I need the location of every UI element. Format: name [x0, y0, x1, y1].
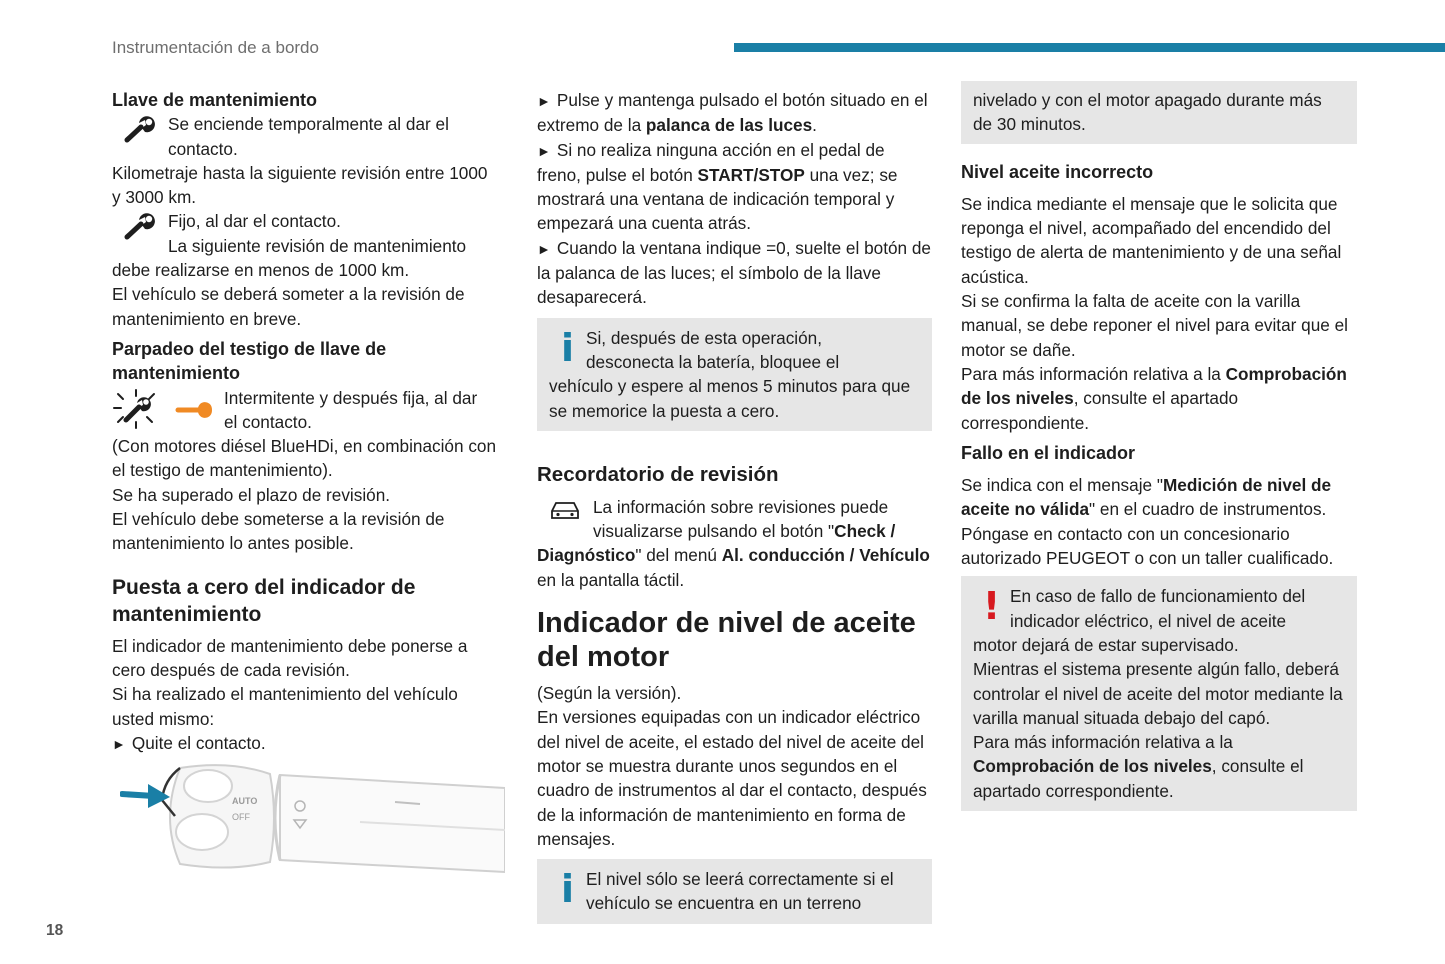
orange-wrench-icon	[174, 394, 214, 424]
parpadeo-heading: Parpadeo del testigo de llave de mantenimiento	[112, 338, 387, 384]
llave-row-2	[112, 209, 497, 258]
parpadeo-text-4: El vehículo debe someterse a la revisión de mantenimiento lo antes posible.	[112, 509, 445, 554]
parpadeo-text-1b: el contacto.	[224, 411, 312, 432]
puesta-text-2: Si ha realizado el mantenimiento del vehículo usted mismo:	[112, 684, 458, 729]
rec-line-c	[537, 543, 932, 592]
parpadeo-text-2: (Con motores diésel BlueHDi, en combinación con el testigo de mantenimiento).	[112, 436, 497, 481]
step-2-post: una vez; se mostrará una ventana de indicación temporal y empezará una cuenta atrás.	[537, 164, 898, 234]
rec-line-a: La información sobre revisiones puede	[593, 496, 889, 517]
llave-text-3b: La siguiente revisión de mantenimiento	[168, 235, 467, 256]
llave-text-2: Kilometraje hasta la siguiente revisión entre 1000 y 3000 km.	[112, 162, 488, 208]
step-3-text: Cuando la ventana indique =0, suelte el botón de la palanca de las luces; el símbolo de la llave desaparecerá.	[537, 237, 931, 308]
note2-line-b: vehículo se encuentra en un terreno	[586, 893, 862, 914]
stalk-label-auto: AUTO	[232, 796, 258, 806]
inc-text-3	[961, 362, 1357, 435]
inc-text-3-bold: Comprobación de los niveles	[961, 363, 1347, 409]
puesta-heading: Puesta a cero del indicador de mantenimiento	[112, 575, 416, 626]
llave-text-1b: contacto.	[168, 138, 238, 159]
fallo-text-1-post: " en el cuadro de instrumentos. Póngase en contacto con un concesionario autorizado PEUGEOT o con un taller cualificado.	[961, 499, 1334, 569]
llave-text-5: El vehículo se deberá someter a la revisión de mantenimiento en breve.	[112, 284, 465, 329]
warn-text-3-bold: Comprobación de los niveles	[973, 756, 1212, 777]
light-stalk-illustration	[120, 760, 505, 890]
puesta-text-3-label: Quite el contacto.	[131, 732, 266, 753]
column-3	[961, 81, 1357, 811]
inc-text-1: Se indica mediante el mensaje que le solicita que reponga el nivel, acompañado del encendido del testigo de alerta de mantenimiento y de una señal acústica.	[961, 193, 1342, 287]
step-1-bold: palanca de las luces	[645, 115, 813, 136]
nivel-incorrecto-heading: Nivel aceite incorrecto	[961, 161, 1154, 182]
info-icon: i	[560, 325, 575, 370]
rec-line-c-bold1: Diagnóstico	[537, 545, 636, 566]
bullet-arrow-icon: ►	[537, 240, 551, 257]
fallo-text-1-bold: Medición de nivel de aceite no válida	[961, 475, 1332, 520]
llave-text-1a: Se enciende temporalmente al dar el	[168, 114, 449, 135]
warn-text-3-post: , consulte el apartado correspondiente.	[973, 756, 1304, 801]
fallo-text-1	[961, 473, 1357, 570]
column-1	[112, 88, 497, 756]
inc-text-3-post: , consulte el apartado correspondiente.	[961, 388, 1239, 433]
warn-line-b: indicador eléctrico, el nivel de aceite	[1010, 610, 1287, 631]
puesta-text-3	[112, 731, 497, 756]
warn-line-a: En caso de fallo de funcionamiento del	[1010, 586, 1306, 607]
bullet-arrow-icon: ►	[112, 735, 126, 752]
puesta-text-1: El indicador de mantenimiento debe ponerse a cero después de cada revisión.	[112, 635, 468, 680]
running-header: Instrumentación de a bordo	[112, 38, 319, 57]
note-continued-text: nivelado y con el motor apagado durante más de 30 minutos.	[973, 90, 1322, 135]
bullet-arrow-icon: ►	[537, 142, 551, 159]
warning-icon: !	[982, 584, 1001, 629]
recordatorio-heading: Recordatorio de revisión	[537, 462, 779, 486]
note2-line-a: El nivel sólo se leerá correctamente si el	[586, 869, 894, 890]
parpadeo-row	[112, 386, 497, 435]
info-note-level	[537, 859, 932, 924]
parpadeo-text-1a: Intermitente y después fija, al dar	[224, 387, 478, 408]
recordatorio-row	[537, 495, 932, 544]
rec-line-c-mid: " del menú	[635, 545, 722, 566]
step-1	[537, 88, 932, 138]
stalk-label-off: OFF	[232, 812, 250, 822]
page-number: 18	[46, 922, 64, 939]
oil-heading: Indicador de nivel de aceite del motor	[537, 607, 916, 674]
llave-row-1	[112, 112, 497, 161]
inc-text-2: Si se confirma la falta de aceite con la varilla manual, se debe reponer el nivel para evitar que el motor se dañe.	[961, 291, 1348, 360]
rec-line-c-bold2: Al. conducción / Vehículo	[721, 545, 930, 566]
bullet-arrow-icon: ►	[537, 93, 551, 109]
parpadeo-text-3: Se ha superado el plazo de revisión.	[112, 484, 391, 505]
note1-line-b: desconecta la batería, bloquee el	[586, 351, 840, 372]
parpadeo-icons	[112, 386, 224, 430]
rec-line-c-post: en la pantalla táctil.	[537, 569, 685, 590]
warning-note	[961, 576, 1357, 811]
step-3	[537, 236, 932, 310]
step-2-bold: START/STOP	[697, 164, 805, 185]
fallo-heading: Fallo en el indicador	[961, 442, 1136, 463]
note1-line-a: Si, después de esta operación,	[586, 327, 823, 348]
llave-text-3a: Fijo, al dar el contacto.	[168, 211, 341, 232]
warn-line-c: motor dejará de estar supervisado.	[973, 634, 1239, 655]
warn-text-3	[973, 730, 1345, 803]
info-note-reset	[537, 318, 932, 431]
column-2	[537, 88, 932, 924]
oil-text-2: En versiones equipadas con un indicador eléctrico del nivel de aceite, el estado del nivel de aceite del motor se muestra durante unos segundos en el cuadro de instrumentos al dar el contacto, después de la información de mantenimiento en forma de mensajes.	[537, 707, 927, 849]
rec-line-b	[593, 519, 895, 543]
step-1-pre: Pulse y mantenga pulsado el botón situado en el extremo de la	[537, 90, 928, 136]
llave-text-4: debe realizarse en menos de 1000 km.	[112, 260, 410, 281]
step-2	[537, 138, 932, 236]
car-service-icon	[537, 495, 593, 523]
step-1-post: .	[812, 115, 817, 136]
header-accent-bar	[734, 43, 1445, 52]
info-note-continued	[961, 81, 1357, 144]
step-2-pre: Si no realiza ninguna acción en el pedal de freno, pulse el botón	[537, 139, 885, 185]
wrench-icon	[112, 112, 168, 144]
flashing-wrench-icon	[112, 388, 160, 430]
wrench-icon	[112, 209, 168, 241]
llave-heading: Llave de mantenimiento	[112, 90, 318, 110]
oil-text-1: (Según la versión).	[537, 683, 682, 704]
note1-line-c: vehículo y espere al menos 5 minutos para que se memorice la puesta a cero.	[549, 376, 911, 421]
rec-line-b-pre: visualizarse pulsando el botón "	[593, 521, 835, 542]
info-icon: i	[560, 867, 575, 912]
inc-text-3-pre: Para más información relativa a la	[961, 363, 1226, 384]
warn-text-3-pre: Para más información relativa a la	[973, 732, 1233, 753]
rec-line-b-bold: Check /	[834, 521, 896, 542]
warn-text-2: Mientras el sistema presente algún fallo, deberá controlar el nivel de aceite del motor mediante la varilla manual situada debajo del capó.	[973, 659, 1343, 728]
fallo-text-1-pre: Se indica con el mensaje "	[961, 475, 1163, 496]
